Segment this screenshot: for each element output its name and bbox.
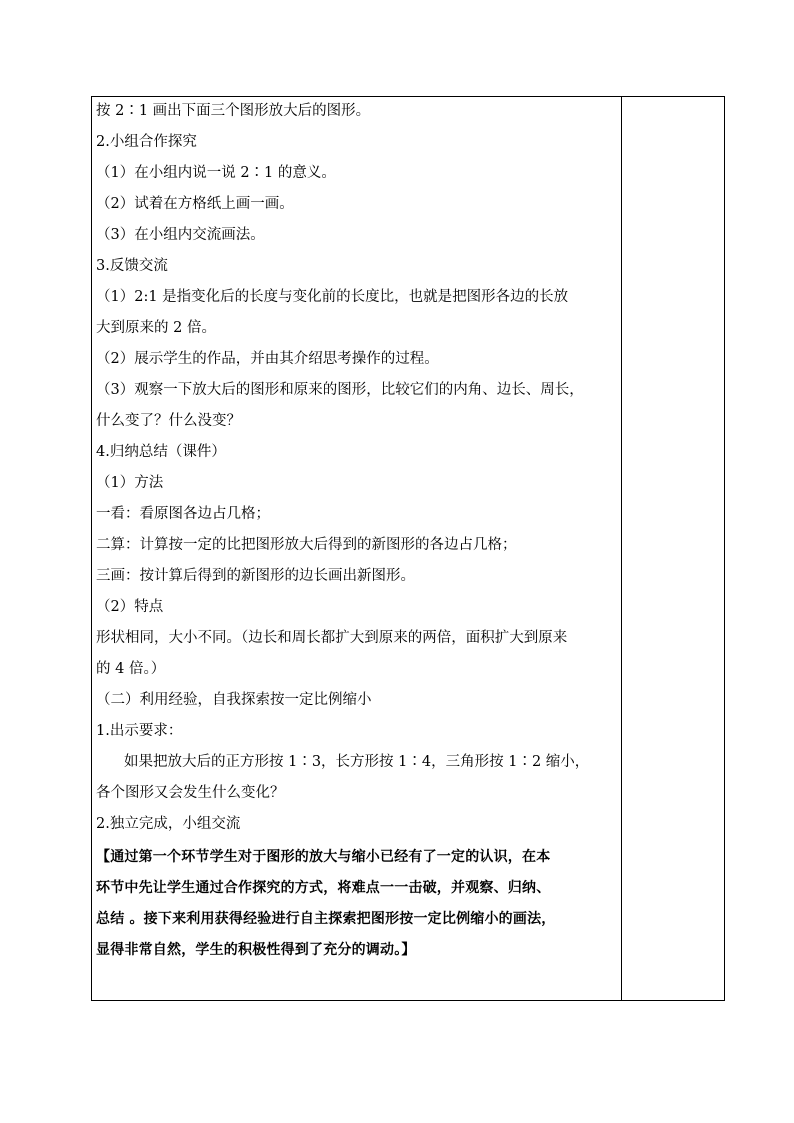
notes-column-cell	[622, 97, 724, 1000]
note-line: 【通过第一个环节学生对于图形的放大与缩小已经有了一定的认识，在本	[96, 849, 551, 865]
text-line: 大到原来的 2 倍。	[96, 320, 216, 336]
note-line: 总结 。接下来利用获得经验进行自主探索把图形按一定比例缩小的画法，	[96, 911, 556, 927]
text-line: （1）方法	[96, 475, 164, 491]
section-heading: 2.独立完成，小组交流	[96, 816, 241, 832]
text-line: 三画：按计算后得到的新图形的边长画出新图形。	[96, 568, 415, 584]
design-note	[96, 842, 617, 966]
text-line: 按 2∶1 画出下面三个图形放大后的图形。	[96, 103, 371, 119]
text-line: 如果把放大后的正方形按 1∶3，长方形按 1∶4，三角形按 1∶2 缩小，	[124, 754, 590, 770]
lesson-table	[91, 96, 725, 1001]
text-line: （2）特点	[96, 599, 164, 615]
section-heading: 3.反馈交流	[96, 258, 168, 274]
note-line: 环节中先让学生通过合作探究的方式，将难点一一击破，并观察、归纳、	[96, 880, 551, 896]
section-heading: 4.归纳总结（课件）	[96, 444, 226, 460]
text-line: （2）试着在方格纸上画一画。	[96, 196, 294, 212]
note-line: 显得非常自然，学生的积极性得到了充分的调动。】	[96, 942, 416, 958]
text-line: （3）在小组内交流画法。	[96, 227, 265, 243]
text-line: （1）2:1 是指变化后的长度与变化前的长度比，也就是把图形各边的长放	[96, 289, 569, 305]
text-line: 形状相同，大小不同。（边长和周长都扩大到原来的两倍，面积扩大到原来	[96, 630, 568, 646]
text-line: 二算：计算按一定的比把图形放大后得到的新图形的各边占几格；	[96, 537, 517, 553]
text-line: （1）在小组内说一说 2∶1 的意义。	[96, 165, 336, 181]
text-line: 1.出示要求：	[96, 723, 183, 739]
section-heading: （二）利用经验，自我探索按一定比例缩小	[96, 692, 372, 708]
text-line: 什么变了？什么没变？	[96, 413, 241, 429]
text-line: （3）观察一下放大后的图形和原来的图形，比较它们的内角、边长、周长，	[96, 382, 584, 398]
text-line: 各个图形又会发生什么变化？	[96, 785, 285, 801]
text-line: 一看：看原图各边占几格；	[96, 506, 270, 522]
section-heading: 2.小组合作探究	[96, 134, 197, 150]
text-line: （2）展示学生的作品，并由其介绍思考操作的过程。	[96, 351, 439, 367]
text-line: 的 4 倍。）	[96, 661, 166, 677]
lesson-content-cell	[92, 97, 621, 1000]
